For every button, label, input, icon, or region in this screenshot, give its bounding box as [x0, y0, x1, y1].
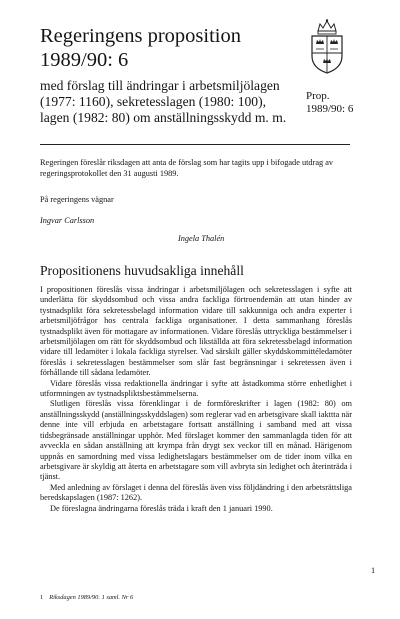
subtitle-line: med förslag till ändringar i arbetsmiljölagen: [40, 78, 280, 93]
section-heading: Propositionens huvudsakliga innehåll: [40, 263, 244, 278]
swedish-crown-emblem-icon: [306, 18, 348, 76]
behalf-line: På regeringens vägnar: [40, 195, 114, 204]
footer-text: Riksdagen 1989/90. 1 saml. Nr 6: [49, 594, 134, 601]
proposition-title: [40, 24, 280, 72]
footer-number: 1: [40, 594, 44, 601]
subtitle-line: (1977: 1160), sekretesslagen (1980: 100),: [40, 94, 267, 109]
prop-label: Prop.: [306, 90, 330, 102]
subtitle-line: lagen (1982: 80) om anställningsskydd m. m.: [40, 110, 287, 125]
proposition-subtitle: [40, 78, 290, 126]
title-line-2: 1989/90: 6: [40, 49, 129, 71]
page-number: 1: [371, 566, 376, 575]
header-divider: [40, 144, 350, 145]
signature-minister: Ingela Thalén: [178, 234, 225, 243]
title-line-1: Regeringens proposition: [40, 25, 241, 47]
page-footer: [40, 594, 133, 601]
summary-body: [40, 285, 352, 514]
body-paragraph: Slutligen föreslås vissa förenklingar i de formföreskrifter i lagen (1982: 80) om anställningsskydd (anställningsskyddslagen) som reglerar vad en arbetsgivare skall iakttta när denne inte vill erbjuda en arbetstagare fortsatt anställning i samband med att vissa tidsbegränsade anställningar upphör. Med förslaget kommer den sammanlagda tiden för att avveckla en sådan anställning att krympa från drygt sex veckor till en månad. Härigenom uppnås en samordning med vissa ledighetslagars bestämmelser om de tider inom vilka en arbetsgivare är skyldig att återta en arbetstagare som vill avbryta sin ledighet och återinträda i tjänst.: [40, 399, 352, 482]
intro-paragraph: Regeringen föreslår riksdagen att anta de förslag som har tagits upp i bifogade utdrag av regeringsprotokollet den 31 augusti 1989.: [40, 158, 334, 178]
body-paragraph: De föreslagna ändringarna föreslås träda i kraft den 1 januari 1990.: [50, 503, 273, 513]
body-paragraph: Med anledning av förslaget i denna del föreslås även viss följdändring i den arbetsrättsliga beredskapslagen (1987: 1262).: [40, 482, 352, 503]
signature-prime-minister: Ingvar Carlsson: [40, 216, 95, 225]
body-paragraph: Vidare föreslås vissa redaktionella ändringar i syfte att åstadkomma större enhetlighet i utformningen av tystnadspliktsbestämmelserna.: [40, 378, 352, 399]
prop-number: 1989/90: 6: [306, 103, 354, 115]
proposition-reference: [306, 90, 353, 116]
body-paragraph: I propositionen föreslås vissa ändringar i arbetsmiljölagen och sekretesslagen i syfte att underlätta för skyddsombud och vissa andra fackliga förtroendemän att utan hinder av tystnadsplikt föra sekretessbelagd information vidare till sakkunniga och andra experter i arbetsmiljöfrågor hos centrala fackliga organisationer. I detta sammanhang föreslås tystnadsplikt även för mottagare av informationen. Vidare föreslås uttryckliga bestämmelser i arbetsmiljölagen om rätt för skyddsombud och likställda att föra sekretessbelagd information vidare till ledamöter i lokala fackliga styrelser. Vad särskilt gäller skyddskommittéledamöter föreslås i sekretesslagen bestämmelser som slår fast begränsningar i sekretessen även i förhållande till sådana ledamöter.: [40, 285, 352, 378]
